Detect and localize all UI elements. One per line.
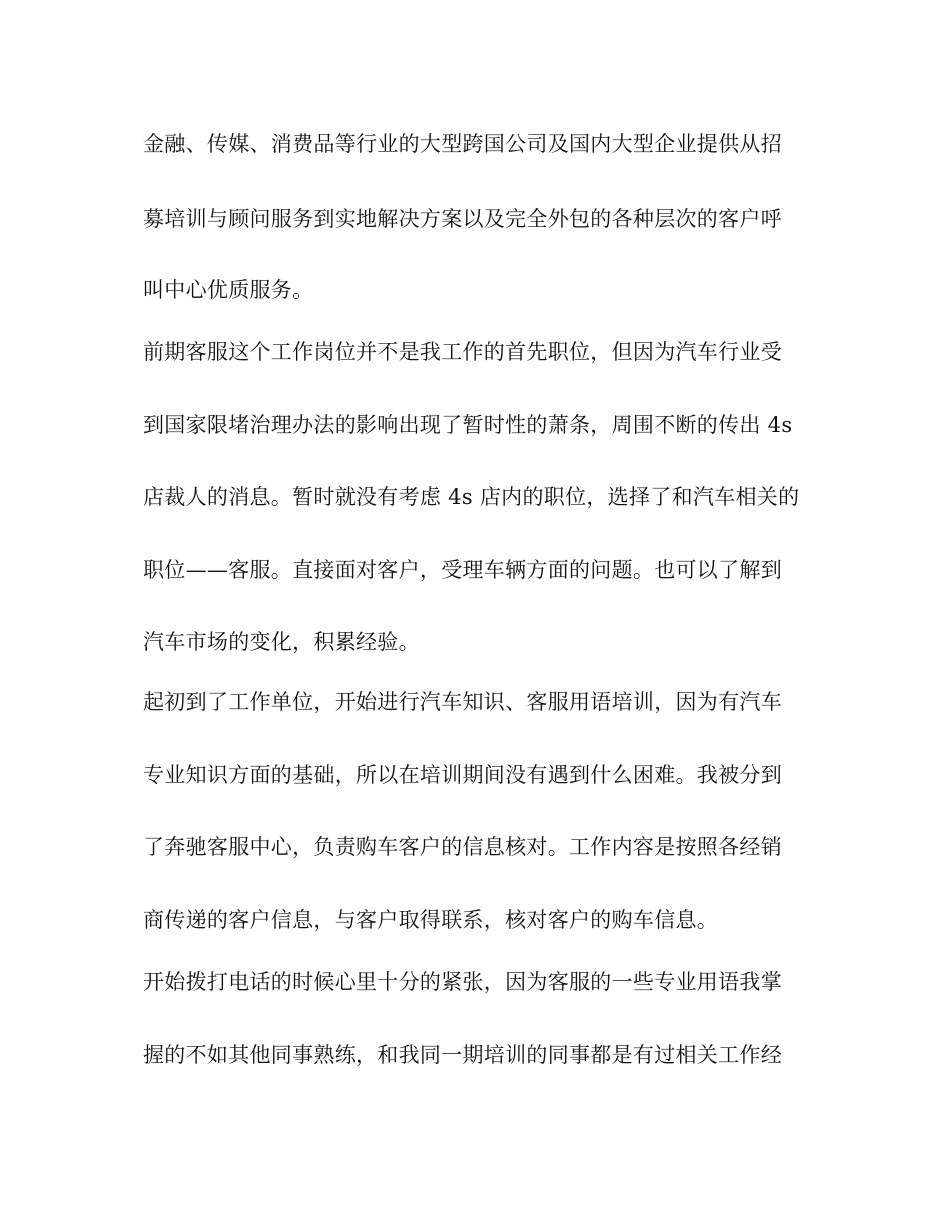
paragraph-line: 到国家限堵治理办法的影响出现了暂时性的萧条，周围不断的传出 4s — [143, 413, 793, 437]
paragraph-line: 前期客服这个工作岗位并不是我工作的首先职位，但因为汽车行业受 — [143, 340, 782, 364]
paragraph-line: 金融、传媒、消费品等行业的大型跨国公司及国内大型企业提供从招 — [143, 132, 782, 156]
paragraph-line: 专业知识方面的基础，所以在培训期间没有遇到什么困难。我被分到 — [143, 763, 782, 787]
paragraph-line: 店裁人的消息。暂时就没有考虑 4s 店内的职位，选择了和汽车相关的 — [143, 485, 800, 509]
paragraph-line: 募培训与顾问服务到实地解决方案以及完全外包的各种层次的客户呼 — [143, 207, 782, 231]
paragraph-line: 职位——客服。直接面对客户，受理车辆方面的问题。也可以了解到 — [143, 558, 782, 582]
paragraph-line: 起初到了工作单位，开始进行汽车知识、客服用语培训，因为有汽车 — [143, 690, 782, 714]
paragraph-line: 汽车市场的变化，积累经验。 — [143, 630, 420, 654]
paragraph-line: 了奔驰客服中心，负责购车客户的信息核对。工作内容是按照各经销 — [143, 835, 782, 859]
paragraph-line: 叫中心优质服务。 — [143, 278, 314, 302]
paragraph-line: 开始拨打电话的时候心里十分的紧张，因为客服的一些专业用语我掌 — [143, 970, 782, 994]
paragraph-line: 商传递的客户信息，与客户取得联系，核对客户的购车信息。 — [143, 908, 719, 932]
paragraph-line: 握的不如其他同事熟练，和我同一期培训的同事都是有过相关工作经 — [143, 1043, 782, 1067]
